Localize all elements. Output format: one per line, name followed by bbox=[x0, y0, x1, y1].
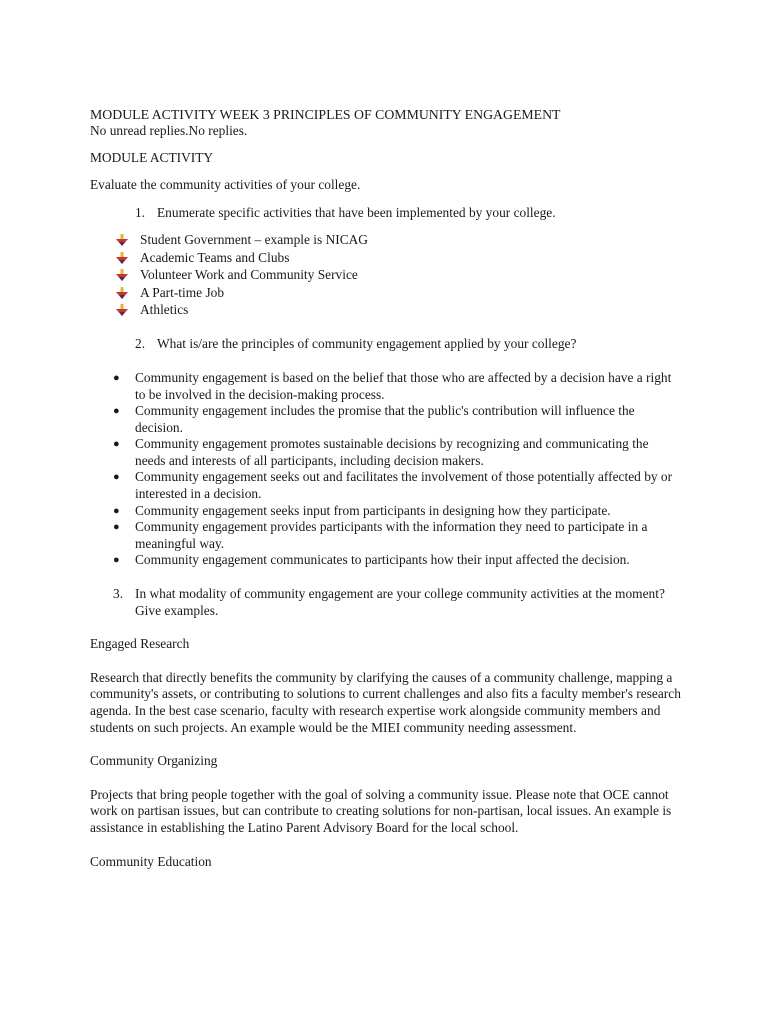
activity-text: Academic Teams and Clubs bbox=[140, 249, 290, 265]
list-item bbox=[90, 232, 690, 249]
community-organizing-heading: Community Organizing bbox=[90, 753, 218, 769]
question-3-text: In what modality of community engagement are your college community activities at the moment? Give examples. bbox=[135, 586, 665, 618]
bullet-dot-icon: ● bbox=[113, 371, 120, 384]
activity-text: Athletics bbox=[140, 301, 189, 317]
document-page bbox=[90, 106, 690, 870]
principle-text: Community engagement communicates to participants how their input affected the decision. bbox=[135, 552, 630, 568]
bullet-dot-icon: ● bbox=[113, 554, 120, 567]
principle-text: Community engagement seeks input from participants in designing how they participate. bbox=[135, 502, 611, 518]
list-item bbox=[90, 469, 690, 502]
list-item bbox=[90, 302, 690, 319]
arrow-down-icon bbox=[116, 269, 132, 287]
bullet-dot-icon: ● bbox=[113, 405, 120, 418]
engaged-research-text: Research that directly benefits the community by clarifying the causes of a community challenge, mapping a community's assets, or contributing to solutions to current challenges and also fits a faculty member's research agenda. In the best case scenario, faculty with research expertise work alongside community members and students on such projects. An example would be the MIEI community needing assessment. bbox=[90, 669, 681, 735]
list-item bbox=[90, 285, 690, 302]
community-organizing-text: Projects that bring people together with the goal of solving a community issue. Please note that OCE cannot work on partisan issues, but can contribute to creating solutions for non-partisan, local issues. An example is assistance in establishing the Latino Parent Advisory Board for the local school. bbox=[90, 786, 672, 835]
bullet-dot-icon: ● bbox=[113, 504, 120, 517]
replies-status: No unread replies.No replies. bbox=[90, 123, 248, 138]
arrow-down-icon bbox=[116, 252, 132, 270]
list-item bbox=[90, 250, 690, 267]
page-title: MODULE ACTIVITY WEEK 3 PRINCIPLES OF COMMUNITY ENGAGEMENT bbox=[90, 107, 561, 122]
community-education-heading: Community Education bbox=[90, 853, 212, 869]
question-2-text: What is/are the principles of community engagement applied by your college? bbox=[157, 336, 577, 352]
list-item bbox=[90, 267, 690, 284]
arrow-down-icon bbox=[116, 287, 132, 305]
evaluate-instruction: Evaluate the community activities of your college. bbox=[90, 177, 361, 193]
module-heading: MODULE ACTIVITY bbox=[90, 149, 214, 165]
question-1-number: 1. bbox=[135, 204, 146, 220]
list-item bbox=[90, 503, 690, 520]
question-1-text: Enumerate specific activities that have been implemented by your college. bbox=[157, 204, 556, 220]
question-1 bbox=[135, 205, 690, 222]
activity-text: Student Government – example is NICAG bbox=[140, 232, 368, 248]
list-item bbox=[90, 519, 690, 552]
list-item bbox=[90, 436, 690, 469]
question-3-number: 3. bbox=[113, 586, 124, 602]
activity-text: Volunteer Work and Community Service bbox=[140, 267, 358, 283]
bullet-dot-icon: ● bbox=[113, 521, 120, 534]
question-2-number: 2. bbox=[135, 336, 146, 352]
arrow-down-icon bbox=[116, 234, 132, 252]
list-item bbox=[90, 403, 690, 436]
activities-list bbox=[90, 232, 690, 319]
engaged-research-heading: Engaged Research bbox=[90, 636, 190, 652]
activity-text: A Part-time Job bbox=[140, 284, 225, 300]
bullet-dot-icon: ● bbox=[113, 471, 120, 484]
principle-text: Community engagement is based on the belief that those who are affected by a decision have a right to be involved in the decision-making process. bbox=[135, 369, 672, 402]
bullet-dot-icon: ● bbox=[113, 438, 120, 451]
principle-text: Community engagement includes the promise that the public's contribution will influence the decision. bbox=[135, 403, 635, 435]
question-3 bbox=[113, 586, 690, 619]
question-2 bbox=[135, 336, 690, 353]
principle-text: Community engagement provides participants with the information they need to participate in a meaningful way. bbox=[135, 519, 648, 551]
arrow-down-icon bbox=[116, 304, 132, 322]
list-item bbox=[90, 370, 690, 403]
list-item bbox=[90, 552, 690, 569]
principles-list bbox=[90, 370, 690, 569]
principle-text: Community engagement promotes sustainable decisions by recognizing and communicating the needs and interests of all participants, including decision makers. bbox=[135, 436, 649, 468]
principle-text: Community engagement seeks out and facilitates the involvement of those potentially affected by or interested in a decision. bbox=[135, 469, 673, 502]
